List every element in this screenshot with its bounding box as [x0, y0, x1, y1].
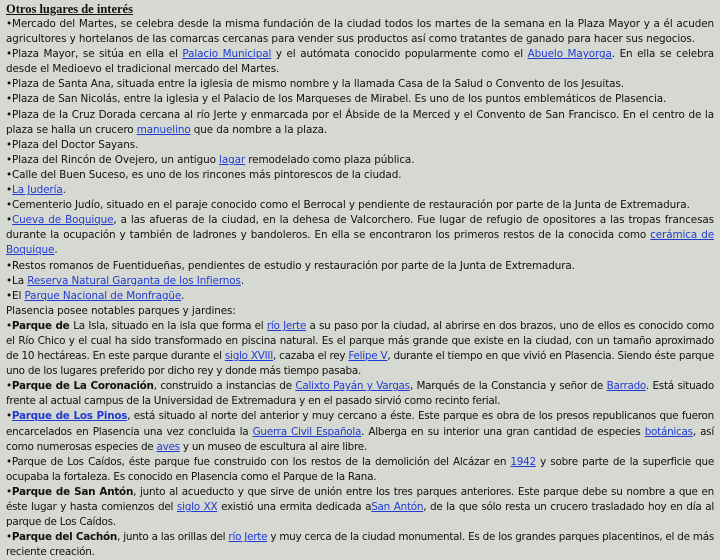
- wiki-link[interactable]: Reserva Natural Garganta de los Infiernos: [27, 274, 241, 287]
- paragraph-text: , junto a las orillas del: [117, 531, 229, 544]
- wiki-link[interactable]: Barrado: [606, 380, 646, 393]
- place-paragraph: [6, 153, 714, 168]
- park-paragraph: [6, 530, 714, 560]
- paragraph-text: remodelado como plaza pública.: [245, 153, 415, 166]
- place-paragraph: [6, 17, 714, 47]
- park-paragraph: [6, 319, 714, 379]
- wiki-link[interactable]: Parque Nacional de Monfragüe: [24, 289, 182, 302]
- park-paragraph: [6, 455, 714, 485]
- wiki-link[interactable]: siglo XX: [176, 501, 218, 513]
- wiki-link[interactable]: manuelino: [136, 123, 191, 136]
- paragraph-text: a su paso por la ciudad, al abrirse en dos brazos, uno de ellos es conocido como el Río Chico y el cual ha sido transformado en piscina natural. Es el parque más grande que existe en la ciudad, con un tamaño aproximado de 10 hectáreas. En este parque durante el: [6, 319, 715, 363]
- parks-intro: Plasencia posee notables parques y jardines:: [6, 304, 236, 317]
- paragraph-text: . Está situado frente al actual campus de la Universidad de Extremadura y en el pasado sirvió como recinto ferial.: [6, 380, 714, 408]
- wiki-link[interactable]: San Antón: [371, 501, 424, 513]
- paragraph-text: y muy cerca de la ciudad monumental. Es de los grandes parques placentinos, el de más reciente creación.: [6, 531, 715, 559]
- wiki-link[interactable]: cerámica de Boquique: [6, 229, 714, 257]
- paragraph-text: •El: [6, 289, 25, 302]
- place-paragraph: [6, 92, 714, 107]
- paragraph-text: . Alberga en su interior una gran cantidad de especies: [361, 425, 645, 438]
- wiki-link[interactable]: Parque de Los Pinos: [11, 410, 128, 423]
- paragraph-text: .: [181, 289, 185, 302]
- wiki-link[interactable]: Abuelo Mayorga: [527, 48, 612, 61]
- place-paragraph: [6, 213, 714, 258]
- place-paragraph: [6, 289, 714, 304]
- paragraph-text: •: [6, 410, 12, 423]
- paragraph-text: .: [62, 184, 66, 197]
- paragraph-text: , cazaba el rey: [273, 350, 349, 363]
- paragraph-text: y sobre parte de la superficie que ocupaba la fortaleza. Es conocido en Plasencia como el Parque de la Rana.: [6, 455, 714, 483]
- place-paragraph: [6, 108, 714, 138]
- place-paragraph: [6, 198, 714, 213]
- places-list: [6, 17, 714, 304]
- paragraph-text: •Plaza de Santa Ana, situada entre la iglesia de mismo nombre y la llamada Casa de la Salud o Convento de los Jesuitas.: [6, 78, 624, 91]
- paragraph-text: y un museo de escultura al aire libre.: [179, 440, 368, 453]
- paragraph-text: •Mercado del Martes, se celebra desde la misma fundación de la ciudad todos los martes de la semana en la Plaza Mayor y a él acuden agricultores y hortelanos de las comarcas cercanas para vender sus productos así como tratantes de ganado para hacer sus negocios.: [6, 18, 714, 46]
- paragraph-text: •Parque de Los Caídos, éste parque fue construido con los restos de la demolición del Alcázar en: [6, 455, 511, 468]
- paragraph-text: , a las afueras de la ciudad, en la dehesa de Valcorchero. Fue lugar de refugio de opositores a las tropas francesas durante la ocupación y también de ladrones y bandoleros. En ella se encontraron los primeros restos de la conocida como: [6, 214, 714, 242]
- paragraph-text: •: [6, 380, 12, 393]
- paragraph-text: Parque de La Coronación: [11, 380, 154, 393]
- paragraph-text: , Marqués de la Constancia y señor de: [409, 380, 607, 393]
- paragraph-text: . En ella se celebra desde el Medioevo el tradicional mercado del Martes.: [6, 48, 715, 76]
- paragraph-text: •Cementerio Judío, situado en el paraje conocido como el Berrocal y pendiente de restauración por parte de la Junta de Extremadura.: [6, 199, 690, 212]
- paragraph-text: •: [6, 184, 13, 197]
- paragraph-text: •La: [6, 274, 28, 287]
- place-paragraph: [6, 259, 714, 274]
- place-paragraph: [6, 183, 714, 198]
- paragraph-text: Parque de San Antón: [11, 485, 134, 498]
- place-paragraph: [6, 77, 714, 92]
- document-body: [6, 2, 714, 560]
- wiki-link[interactable]: 1942: [510, 455, 536, 468]
- paragraph-text: existió una ermita dedicada a: [217, 501, 372, 513]
- park-paragraph: [6, 379, 714, 409]
- wiki-link[interactable]: Calixto Payán y Vargas: [295, 380, 410, 393]
- wiki-link[interactable]: río Jerte: [228, 531, 268, 544]
- paragraph-text: •Plaza del Rincón de Ovejero, un antiguo: [6, 153, 220, 166]
- paragraph-text: , construido a instancias de: [153, 380, 296, 393]
- paragraph-text: que da nombre a la plaza.: [190, 123, 328, 136]
- wiki-link[interactable]: Felipe V: [348, 350, 388, 363]
- paragraph-text: •: [6, 319, 12, 332]
- paragraph-text: Parque de: [11, 319, 74, 332]
- paragraph-text: •Calle del Buen Suceso, es uno de los rincones más pintorescos de la ciudad.: [6, 168, 402, 181]
- paragraph-text: , así como numerosas especies de: [6, 425, 714, 453]
- wiki-link[interactable]: aves: [156, 440, 180, 453]
- park-paragraph: [6, 409, 714, 454]
- paragraph-text: La Isla, situado en la isla que forma el: [73, 319, 267, 332]
- wiki-link[interactable]: botánicas: [644, 425, 693, 438]
- paragraph-text: •Restos romanos de Fuentidueñas, pendientes de estudio y restauración por parte de la Junta de Extremadura.: [6, 259, 575, 272]
- place-paragraph: [6, 274, 714, 289]
- paragraph-text: , de la que sólo resta un crucero trasladado hoy en día al parque de Los Caídos.: [6, 501, 715, 529]
- place-paragraph: [6, 47, 714, 77]
- wiki-link[interactable]: La Judería: [12, 184, 63, 197]
- paragraph-text: , junto al acueducto y que sirve de unión entre los tres parques anteriores. Este parque debe su nombre a que en éste lugar y hasta comienzos del: [6, 485, 715, 513]
- paragraph-text: •: [6, 531, 12, 544]
- place-paragraph: [6, 138, 714, 153]
- place-paragraph: [6, 168, 714, 183]
- paragraph-text: Parque del Cachón: [11, 531, 118, 544]
- wiki-link[interactable]: Guerra Civil Española: [252, 425, 362, 438]
- wiki-link[interactable]: Palacio Municipal: [182, 48, 272, 61]
- paragraph-text: .: [54, 244, 58, 257]
- wiki-link[interactable]: río Jerte: [266, 319, 307, 332]
- section-title: Otros lugares de interés: [6, 2, 133, 16]
- wiki-link[interactable]: siglo XVIII: [224, 350, 274, 363]
- paragraph-text: , está situado al norte del anterior y muy cercano a éste. Este parque es obra de los presos republicanos que fueron encarcelados en Plasencia una vez concluida la: [6, 410, 714, 438]
- paragraph-text: .: [240, 274, 245, 287]
- paragraph-text: •Plaza de la Cruz Dorada cercana al río Jerte y enmarcada por el Ábside de la Merced y el Convento de San Francisco. En el centro de la plaza se halla un crucero: [6, 108, 714, 136]
- parks-list: [6, 319, 714, 560]
- paragraph-text: , durante el tiempo en que vivió en Plasencia. Siendo éste parque uno de los lugares preferido por dicho rey y donde más tiempo pasaba.: [6, 350, 714, 378]
- wiki-link[interactable]: Cueva de Boquique: [12, 214, 114, 227]
- wiki-link[interactable]: lagar: [219, 153, 246, 166]
- paragraph-text: •: [6, 485, 12, 498]
- park-paragraph: [6, 485, 714, 530]
- paragraph-text: •Plaza de San Nicolás, entre la iglesia y el Palacio de los Marqueses de Mirabel. Es uno de los puntos emblemáticos de Plasencia.: [6, 93, 667, 106]
- paragraph-text: •Plaza Mayor, se sitúa en ella el: [6, 48, 183, 61]
- paragraph-text: •Plaza del Doctor Sayans.: [6, 138, 139, 151]
- paragraph-text: •: [6, 214, 13, 227]
- paragraph-text: y el autómata conocido popularmente como el: [271, 48, 528, 61]
